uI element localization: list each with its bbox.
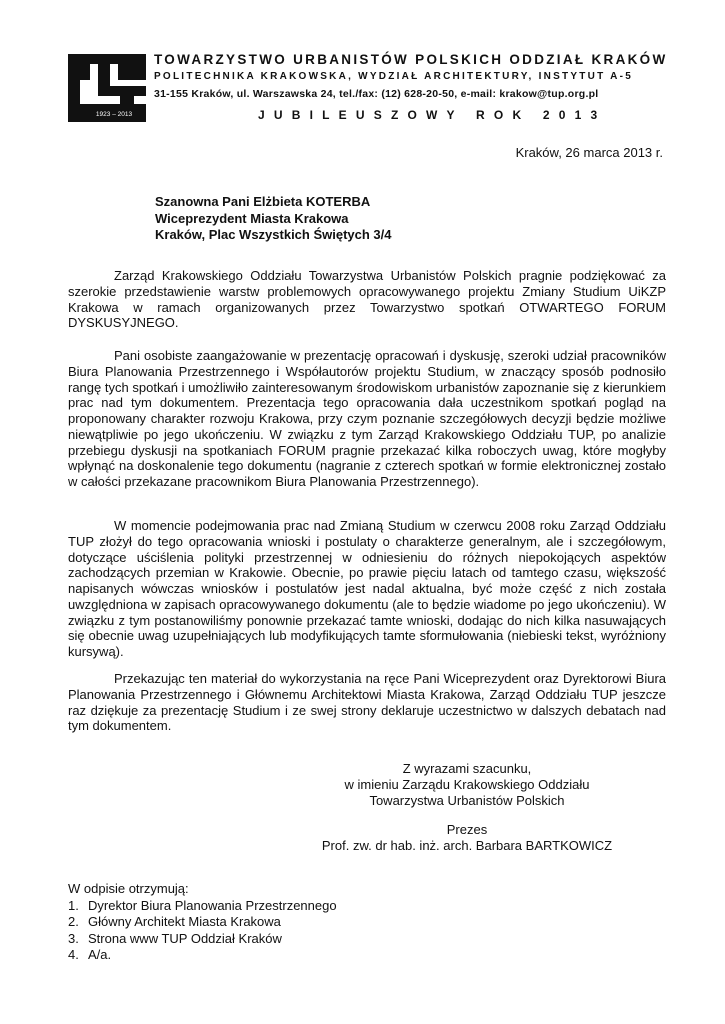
paragraph-text: W momencie podejmowania prac nad Zmianą Studium w czerwcu 2008 roku Zarząd Oddziału TUP złożył do tego opracowania wnioski i postulaty o charakterze generalnym, ale i szczegółowym, dotyczące uściślenia polityki przestrzennej w odniesieniu do różnych niepokojących aspektów zachodzących przemian w Krakowie. Obecnie, po prawie pięciu latach od tamtego czasu, większość napisanych wówczas wniosków i postulatów jest nadal aktualna, być może część z nich została uwzględniona w zapisach opracowywanego dokumentu (ale to będzie wiadome po jego ukończeniu). W związku z tym postanowiliśmy ponownie przekazać tamte wnioski, dodając do nich kilka nasuwających się obecnie uwag uzupełniających lub modyfikujących tamte sformułowania (niebieski tekst, wyróżniony kursywą). xyxy=(68,518,666,659)
paragraph-text: Pani osobiste zaangażowanie w prezentację opracowań i dyskusję, szeroki udział pracowników Biura Planowania Przestrzennego i Współautorów projektu Studium, w znaczący sposób podnosiło rangę tych spotkań i umożliwiło zainteresowanym środowiskom urbanistów zapoznanie się z kierunkiem prac nad tym dokumentem. Prezentacja tego opracowania dała uczestnikom spotkań pogląd na proponowany charakter rozwoju Krakowa, przy czym poznanie szczegółowych decyzji będzie możliwe niewątpliwie po jego ukończeniu. W związku z tym Zarząd Krakowskiego Oddziału TUP, po analizie przebiegu dyskusji na spotkaniach FORUM pragnie przekazać kilka roboczych uwag, które mogłyby wpłynąć na doskonalenie tego dokumentu (nagranie z czterech spotkań w formie elektronicznej zostało w całości przekazane pracownikom Biura Planowania Przestrzennego). xyxy=(68,348,666,489)
paragraph-text: Przekazując ten materiał do wykorzystania na ręce Pani Wiceprezydent oraz Dyrektorowi Biura Planowania Przestrzennego i Głównemu Architektowi Miasta Krakowa, Zarząd Oddziału TUP jeszcze raz dziękuje za prezentację Studium i ze swej strony deklaruje uczestnictwo w dalszych debatach nad tym dokumentem. xyxy=(68,671,666,734)
cc-block xyxy=(68,881,337,964)
list-item-number: 4. xyxy=(68,947,79,962)
list-item xyxy=(68,914,337,931)
recipient-address: Kraków, Plac Wszystkich Świętych 3/4 xyxy=(155,227,392,242)
list-item-text: A/a. xyxy=(88,947,112,962)
list-item-text: Dyrektor Biura Planowania Przestrzennego xyxy=(88,897,337,913)
paragraph-text: Zarząd Krakowskiego Oddziału Towarzystwa Urbanistów Polskich pragnie podziękować za szerokie przedstawienie warstw problemowych opracowywanego projektu Zmiany Studium UiKZP Krakowa w ramach organizowanych przez Towarzystwo spotkań OTWARTEGO FORUM DYSKUSYJNEGO. xyxy=(68,268,666,331)
list-item-number: 1. xyxy=(68,897,79,913)
recipient-block xyxy=(155,194,392,244)
recipient-name: Szanowna Pani Elżbieta KOTERBA xyxy=(155,194,371,209)
body-paragraph-4 xyxy=(68,671,666,734)
signature-block xyxy=(300,822,634,854)
org-name: TOWARZYSTWO URBANISTÓW POLSKICH ODDZIAŁ KRAKÓW xyxy=(154,52,668,67)
signature-title: Prezes xyxy=(446,822,488,837)
tup-logo xyxy=(68,54,146,122)
institution-line: POLITECHNIKA KRAKOWSKA, WYDZIAŁ ARCHITEKTURY, INSTYTUT A-5 xyxy=(154,71,634,82)
body-paragraph-3 xyxy=(68,518,666,660)
cc-list xyxy=(68,898,337,964)
contact-line: 31-155 Kraków, ul. Warszawska 24, tel./fax: (12) 628-20-50, e-mail: krakow@tup.org.pl xyxy=(154,88,599,100)
list-item-text: Główny Architekt Miasta Krakowa xyxy=(88,914,281,929)
list-item xyxy=(68,947,337,964)
logo-years: 1923 – 2013 xyxy=(95,111,133,118)
closing-line-1: Z wyrazami szacunku, xyxy=(402,761,532,776)
list-item xyxy=(68,931,337,948)
list-item xyxy=(68,898,337,915)
body-paragraph-1 xyxy=(68,268,666,331)
signature-name: Prof. zw. dr hab. inż. arch. Barbara BARTKOWICZ xyxy=(321,838,613,853)
letter-date: Kraków, 26 marca 2013 r. xyxy=(515,145,663,160)
body-paragraph-2 xyxy=(68,348,666,490)
closing-line-3: Towarzystwa Urbanistów Polskich xyxy=(369,793,565,808)
closing-line-2: w imieniu Zarządu Krakowskiego Oddziału xyxy=(344,777,590,792)
list-item-number: 2. xyxy=(68,914,79,929)
list-item-text: Strona www TUP Oddział Kraków xyxy=(88,930,282,946)
closing-block xyxy=(300,761,634,809)
cc-heading: W odpisie otrzymują: xyxy=(68,881,189,896)
recipient-title: Wiceprezydent Miasta Krakowa xyxy=(155,210,349,226)
list-item-number: 3. xyxy=(68,930,79,946)
jubilee-line: JUBILEUSZOWY ROK 2013 xyxy=(258,108,607,122)
